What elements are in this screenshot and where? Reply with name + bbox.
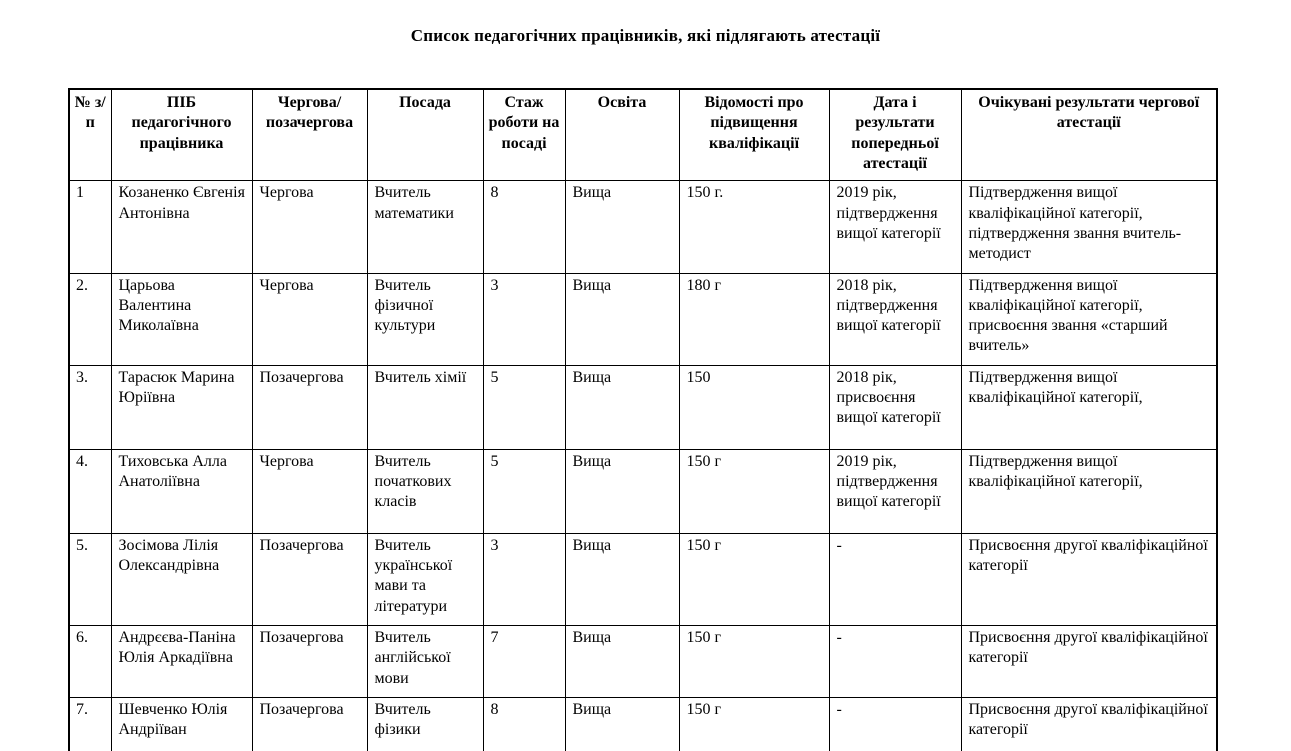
column-header: Чергова/ позачергова: [252, 89, 367, 181]
table-cell: 150 г.: [679, 181, 829, 273]
table-row: [69, 626, 1217, 698]
column-header: Очікувані результати чергової атестації: [961, 89, 1217, 181]
table-cell: Зосімова Лілія Олександрівна: [111, 533, 252, 625]
document-title: Список педагогічних працівників, які підлягають атестації: [410, 26, 881, 45]
table-body: [69, 181, 1217, 751]
table-cell: 3.: [69, 365, 111, 449]
column-header: ПІБ педагогічного працівника: [111, 89, 252, 181]
column-header: Стаж роботи на посаді: [483, 89, 565, 181]
table-cell: Вища: [565, 697, 679, 751]
table-cell: 3: [483, 273, 565, 365]
table-cell: 2019 рік, підтвердження вищої категорії: [829, 449, 961, 533]
table-cell: Підтвердження вищої кваліфікаційної категорії,: [961, 365, 1217, 449]
table-cell: Вища: [565, 273, 679, 365]
document-page: [0, 26, 1291, 751]
table-cell: 5: [483, 365, 565, 449]
column-header: Посада: [367, 89, 483, 181]
table-cell: 5.: [69, 533, 111, 625]
table-cell: 7: [483, 626, 565, 698]
table-cell: 2.: [69, 273, 111, 365]
table-cell: 150 г: [679, 626, 829, 698]
column-header: Освіта: [565, 89, 679, 181]
table-cell: Позачергова: [252, 365, 367, 449]
table-row: [69, 449, 1217, 533]
table-cell: Тиховська Алла Анатоліївна: [111, 449, 252, 533]
table-cell: 180 г: [679, 273, 829, 365]
table-row: [69, 533, 1217, 625]
table-cell: 6.: [69, 626, 111, 698]
table-cell: Вища: [565, 626, 679, 698]
table-cell: 150 г: [679, 449, 829, 533]
table-cell: Вища: [565, 365, 679, 449]
table-row: [69, 273, 1217, 365]
table-row: [69, 365, 1217, 449]
table-cell: Вчитель фізичної культури: [367, 273, 483, 365]
table-cell: 3: [483, 533, 565, 625]
table-cell: Вчитель англійської мови: [367, 626, 483, 698]
table-cell: -: [829, 697, 961, 751]
column-header: № з/п: [69, 89, 111, 181]
table-cell: Присвоєння другої кваліфікаційної категорії: [961, 626, 1217, 698]
table-cell: 5: [483, 449, 565, 533]
table-cell: -: [829, 626, 961, 698]
table-cell: -: [829, 533, 961, 625]
table-cell: Підтвердження вищої кваліфікаційної категорії, підтвердження звання вчитель-методист: [961, 181, 1217, 273]
table-cell: Вчитель хімії: [367, 365, 483, 449]
table-cell: Вища: [565, 449, 679, 533]
table-cell: Чергова: [252, 273, 367, 365]
table-cell: Чергова: [252, 181, 367, 273]
table-cell: 8: [483, 697, 565, 751]
teachers-attestation-table: [68, 88, 1218, 751]
table-cell: Позачергова: [252, 626, 367, 698]
table-cell: Вища: [565, 533, 679, 625]
table-cell: Позачергова: [252, 697, 367, 751]
table-cell: Вчитель української мави та літератури: [367, 533, 483, 625]
table-cell: 7.: [69, 697, 111, 751]
table-cell: Андрєєва-Паніна Юлія Аркадіївна: [111, 626, 252, 698]
table-cell: Позачергова: [252, 533, 367, 625]
table-cell: Вчитель математики: [367, 181, 483, 273]
table-cell: 2019 рік, підтвердження вищої категорії: [829, 181, 961, 273]
table-cell: Шевченко Юлія Андріїван: [111, 697, 252, 751]
table-cell: 4.: [69, 449, 111, 533]
table-cell: Чергова: [252, 449, 367, 533]
column-header: Дата і результати попередньої атестації: [829, 89, 961, 181]
table-cell: 8: [483, 181, 565, 273]
table-header: [69, 89, 1217, 181]
table-cell: 150: [679, 365, 829, 449]
table-cell: Козаненко Євгенія Антонівна: [111, 181, 252, 273]
table-row: [69, 181, 1217, 273]
table-cell: Присвоєння другої кваліфікаційної категорії: [961, 697, 1217, 751]
table-cell: Підтвердження вищої кваліфікаційної категорії,: [961, 449, 1217, 533]
table-cell: Тарасюк Марина Юріївна: [111, 365, 252, 449]
table-cell: 150 г: [679, 697, 829, 751]
table-cell: 150 г: [679, 533, 829, 625]
table-cell: 2018 рік, присвоєння вищої категорії: [829, 365, 961, 449]
header-row: [69, 89, 1217, 181]
table-cell: Присвоєння другої кваліфікаційної категорії: [961, 533, 1217, 625]
table-row: [69, 697, 1217, 751]
column-header: Відомості про підвищення кваліфікації: [679, 89, 829, 181]
table-cell: Вища: [565, 181, 679, 273]
table-cell: Вчитель фізики: [367, 697, 483, 751]
table-cell: 1: [69, 181, 111, 273]
table-cell: 2018 рік, підтвердження вищої категорії: [829, 273, 961, 365]
table-cell: Царьова Валентина Миколаївна: [111, 273, 252, 365]
table-cell: Підтвердження вищої кваліфікаційної категорії, присвоєння звання «старший вчитель»: [961, 273, 1217, 365]
table-cell: Вчитель початкових класів: [367, 449, 483, 533]
